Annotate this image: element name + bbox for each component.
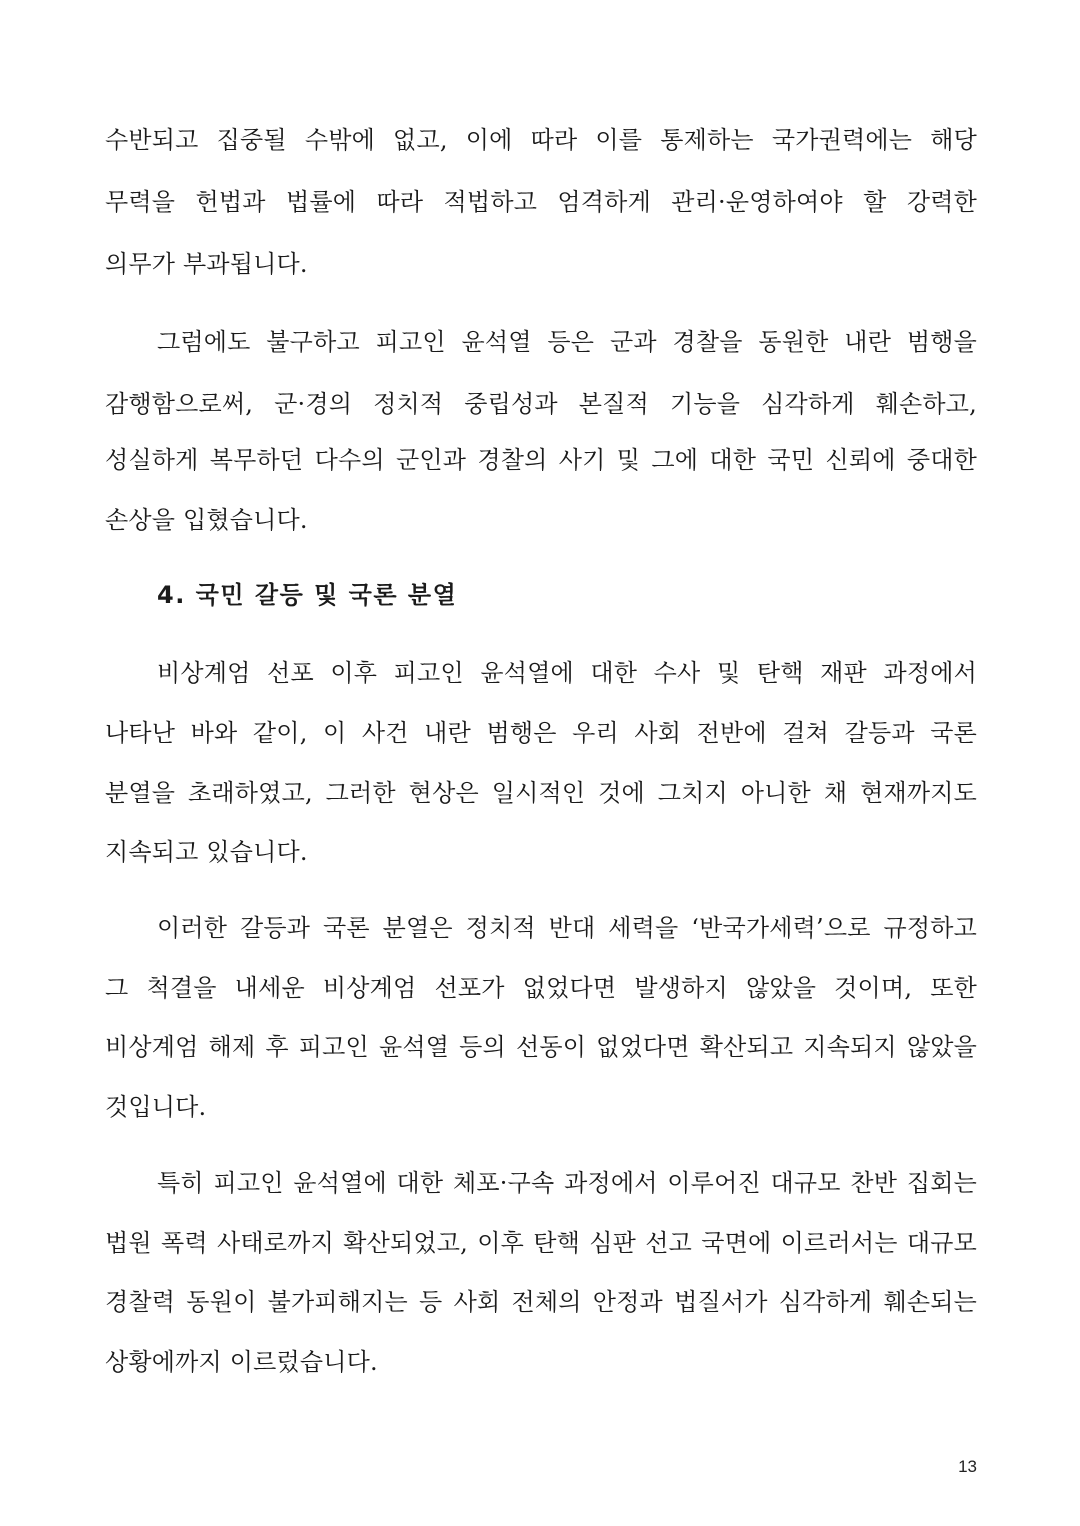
paragraph-3-line-4: 지속되고 있습니다. (105, 838, 308, 866)
paragraph-5-line-2: 법원 폭력 사태로까지 확산되었고, 이후 탄핵 심판 선고 국면에 이르러서는 대규모 (105, 1229, 977, 1257)
paragraph-4-line-4: 것입니다. (105, 1093, 207, 1121)
paragraph-4-line-2: 그 척결을 내세운 비상계엄 선포가 없었다면 발생하지 않았을 것이며, 또한 (105, 974, 977, 1002)
page-number: 13 (958, 1457, 977, 1476)
paragraph-3-line-3: 분열을 초래하였고, 그러한 현상은 일시적인 것에 그치지 아니한 채 현재까지도 (105, 779, 977, 807)
paragraph-2-line-1: 그럼에도 불구하고 피고인 윤석열 등은 군과 경찰을 동원한 내란 범행을 (157, 328, 977, 356)
paragraph-1-line-3: 의무가 부과됩니다. (105, 250, 308, 278)
paragraph-2-line-3: 성실하게 복무하던 다수의 군인과 경찰의 사기 및 그에 대한 국민 신뢰에 중대한 (105, 446, 977, 474)
paragraph-4-line-3: 비상계엄 해제 후 피고인 윤석열 등의 선동이 없었다면 확산되고 지속되지 않았을 (105, 1033, 977, 1061)
paragraph-1-line-1: 수반되고 집중될 수밖에 없고, 이에 따라 이를 통제하는 국가권력에는 해당 (105, 126, 977, 154)
paragraph-3-line-1: 비상계엄 선포 이후 피고인 윤석열에 대한 수사 및 탄핵 재판 과정에서 (157, 659, 977, 687)
paragraph-3-line-2: 나타난 바와 같이, 이 사건 내란 범행은 우리 사회 전반에 걸쳐 갈등과 국론 (105, 719, 977, 747)
paragraph-5-line-3: 경찰력 동원이 불가피해지는 등 사회 전체의 안정과 법질서가 심각하게 훼손되는 (105, 1288, 977, 1316)
paragraph-5-line-4: 상황에까지 이르렀습니다. (105, 1348, 378, 1376)
paragraph-4-line-1: 이러한 갈등과 국론 분열은 정치적 반대 세력을 ‘반국가세력’으로 규정하고 (157, 914, 977, 942)
paragraph-2-line-2: 감행함으로써, 군·경의 정치적 중립성과 본질적 기능을 심각하게 훼손하고, (105, 390, 977, 418)
paragraph-1-line-2: 무력을 헌법과 법률에 따라 적법하고 엄격하게 관리·운영하여야 할 강력한 (105, 188, 977, 216)
section-heading: 4. 국민 갈등 및 국론 분열 (157, 581, 458, 609)
paragraph-2-line-4: 손상을 입혔습니다. (105, 506, 308, 534)
paragraph-5-line-1: 특히 피고인 윤석열에 대한 체포·구속 과정에서 이루어진 대규모 찬반 집회는 (157, 1169, 977, 1197)
